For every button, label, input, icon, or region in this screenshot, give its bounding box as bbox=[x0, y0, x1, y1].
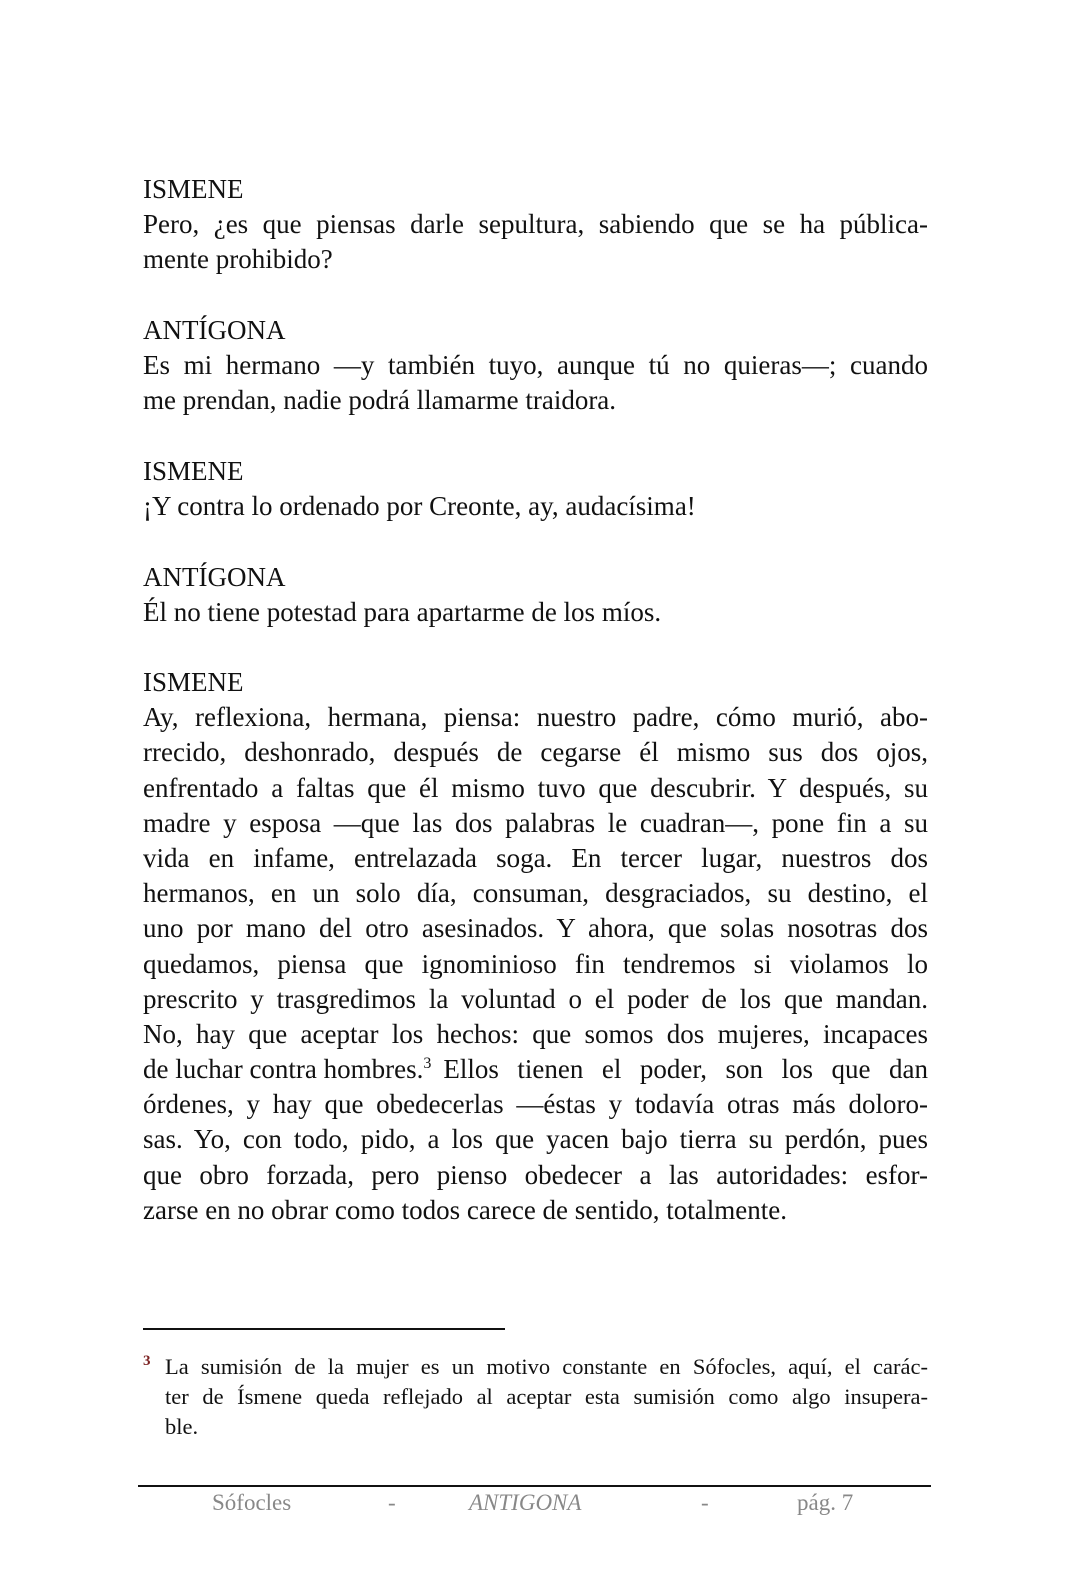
page-number: pág. 7 bbox=[797, 1490, 854, 1515]
dialogue-line: zarse en no obrar como todos carece de sentido, totalmente. bbox=[143, 1194, 787, 1225]
dialogue-line: quedamos, piensa que ignominioso fin tendremos si violamos lo bbox=[143, 948, 928, 979]
footnote-separator bbox=[143, 1328, 505, 1330]
dialogue-line: Es mi hermano —y también tuyo, aunque tú no quieras—; cuando bbox=[143, 350, 928, 381]
speaker-name: ISMENE bbox=[143, 667, 244, 697]
footnote-line: ble. bbox=[165, 1414, 199, 1439]
dialogue-line: hermanos, en un solo día, consuman, desgraciados, su destino, el bbox=[143, 878, 928, 909]
dialogue-line-with-footnote bbox=[143, 1052, 928, 1087]
dialogue-line: prescrito y trasgredimos la voluntad o el poder de los que mandan. bbox=[143, 983, 928, 1014]
dialogue-text: Ellos tienen el poder, son los que dan bbox=[443, 1054, 928, 1085]
dialogue-line: vida en infame, entrelazada soga. En tercer lugar, nuestros dos bbox=[143, 842, 928, 873]
footer-rule bbox=[138, 1485, 931, 1487]
dialogue-line: que obro forzada, pero pienso obedecer a las autoridades: esfor- bbox=[143, 1159, 928, 1190]
dialogue-line: ¡Y contra lo ordenado por Creonte, ay, audacísima! bbox=[143, 491, 696, 522]
footnote bbox=[143, 1352, 928, 1442]
dialogue-ismene-2 bbox=[143, 454, 928, 524]
dialogue-line: enfrentado a faltas que él mismo tuvo que descubrir. Y después, su bbox=[143, 772, 928, 803]
footer-title: ANTIGONA bbox=[469, 1490, 582, 1515]
dialogue-text: de luchar contra hombres. bbox=[143, 1054, 424, 1085]
dialogue-antigona-1 bbox=[143, 313, 928, 419]
footnote-line: La sumisión de la mujer es un motivo constante en Sófocles, aquí, el carác- bbox=[165, 1354, 928, 1379]
dialogue-line: me prendan, nadie podrá llamarme traidora. bbox=[143, 385, 617, 416]
dialogue-antigona-2 bbox=[143, 560, 928, 630]
footnote-reference[interactable]: 3 bbox=[423, 1055, 432, 1073]
speaker-name: ISMENE bbox=[143, 456, 244, 486]
dialogue-line: Pero, ¿es que piensas darle sepultura, sabiendo que se ha pública- bbox=[143, 209, 928, 240]
dialogue-line: rrecido, deshonrado, después de cegarse él mismo sus dos ojos, bbox=[143, 737, 928, 768]
dialogue-line: madre y esposa —que las dos palabras le cuadran—, pone fin a su bbox=[143, 807, 928, 838]
dialogue-line: órdenes, y hay que obedecerlas —éstas y todavía otras más doloro- bbox=[143, 1089, 928, 1120]
dialogue-line: sas. Yo, con todo, pido, a los que yacen bajo tierra su perdón, pues bbox=[143, 1124, 928, 1155]
dialogue-line: mente prohibido? bbox=[143, 244, 333, 275]
dialogue-ismene-3 bbox=[143, 665, 928, 1228]
footer-separator: - bbox=[388, 1490, 396, 1515]
speaker-name: ANTÍGONA bbox=[143, 562, 286, 592]
dialogue-line: Ay, reflexiona, hermana, piensa: nuestro padre, cómo murió, abo- bbox=[143, 702, 928, 733]
footnote-line: ter de Ísmene queda reflejado al aceptar esta sumisión como algo insupera- bbox=[165, 1384, 928, 1409]
speaker-name: ISMENE bbox=[143, 174, 244, 204]
dialogue-ismene-1 bbox=[143, 172, 928, 278]
dialogue-line: Él no tiene potestad para apartarme de los míos. bbox=[143, 597, 662, 628]
footer-author: Sófocles bbox=[212, 1490, 292, 1515]
dialogue-line: uno por mano del otro asesinados. Y ahora, que solas nosotras dos bbox=[143, 913, 928, 944]
speaker-name: ANTÍGONA bbox=[143, 315, 286, 345]
footer-separator: - bbox=[701, 1490, 709, 1515]
footnote-marker: 3 bbox=[143, 1353, 151, 1369]
dialogue-line: No, hay que aceptar los hechos: que somos dos mujeres, incapaces bbox=[143, 1018, 928, 1049]
